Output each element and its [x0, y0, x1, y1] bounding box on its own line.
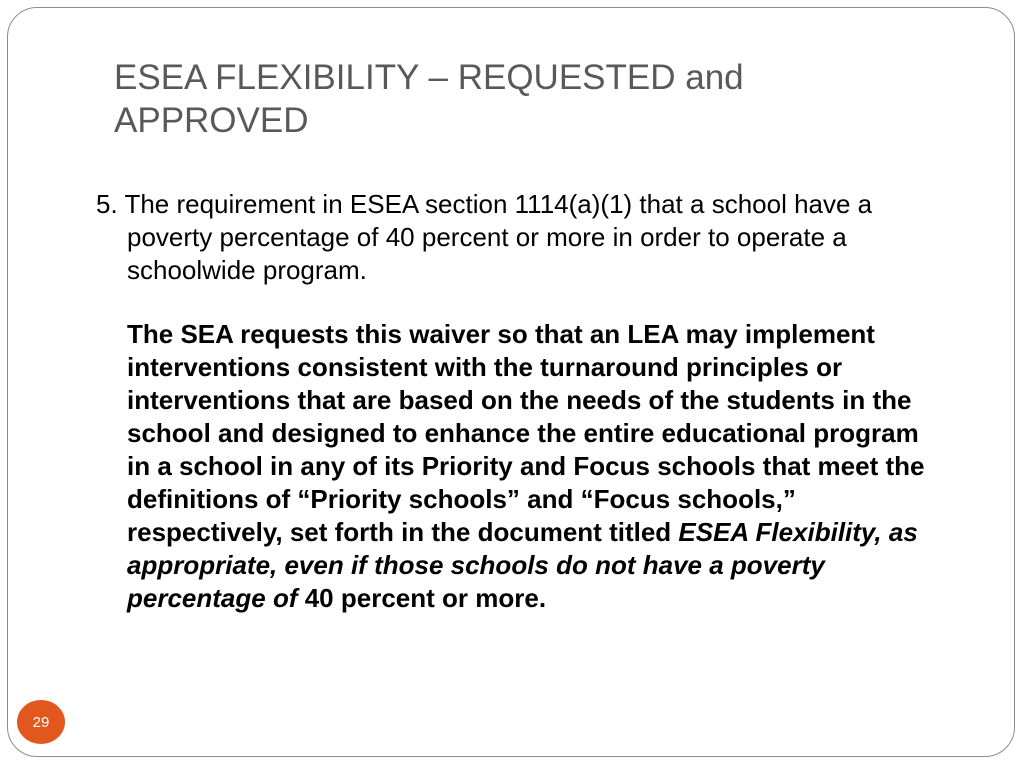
waiver-text-part1: The SEA requests this waiver so that an LEA may implement interventions consistent with the turnaround principles or interventions that are based on the needs of the students in the school and designed to enhance the entire educational program in a school in any of its Priority and Focus schools that meet the definitions of “Priority schools” and “Focus schools,” respectively, set forth in the document titled	[127, 319, 925, 547]
page-number-badge	[17, 700, 65, 744]
waiver-paragraph	[127, 318, 947, 615]
item-text: The requirement in ESEA section 1114(a)(1) that a school have a poverty percentage of 40 percent or more in order to operate a schoolwide program.	[124, 189, 873, 285]
item-number: 5.	[96, 189, 118, 219]
requirement-item	[96, 188, 956, 287]
waiver-text-part3: 40 percent or more.	[297, 583, 547, 613]
slide-content	[96, 188, 956, 615]
waiver-text-italic: ESEA Flexibility, as appropriate, even if those schools do not have a poverty percentage of	[127, 517, 918, 613]
page-number: 29	[32, 713, 50, 731]
slide-title: ESEA FLEXIBILITY – REQUESTED and APPROVED	[114, 58, 744, 140]
